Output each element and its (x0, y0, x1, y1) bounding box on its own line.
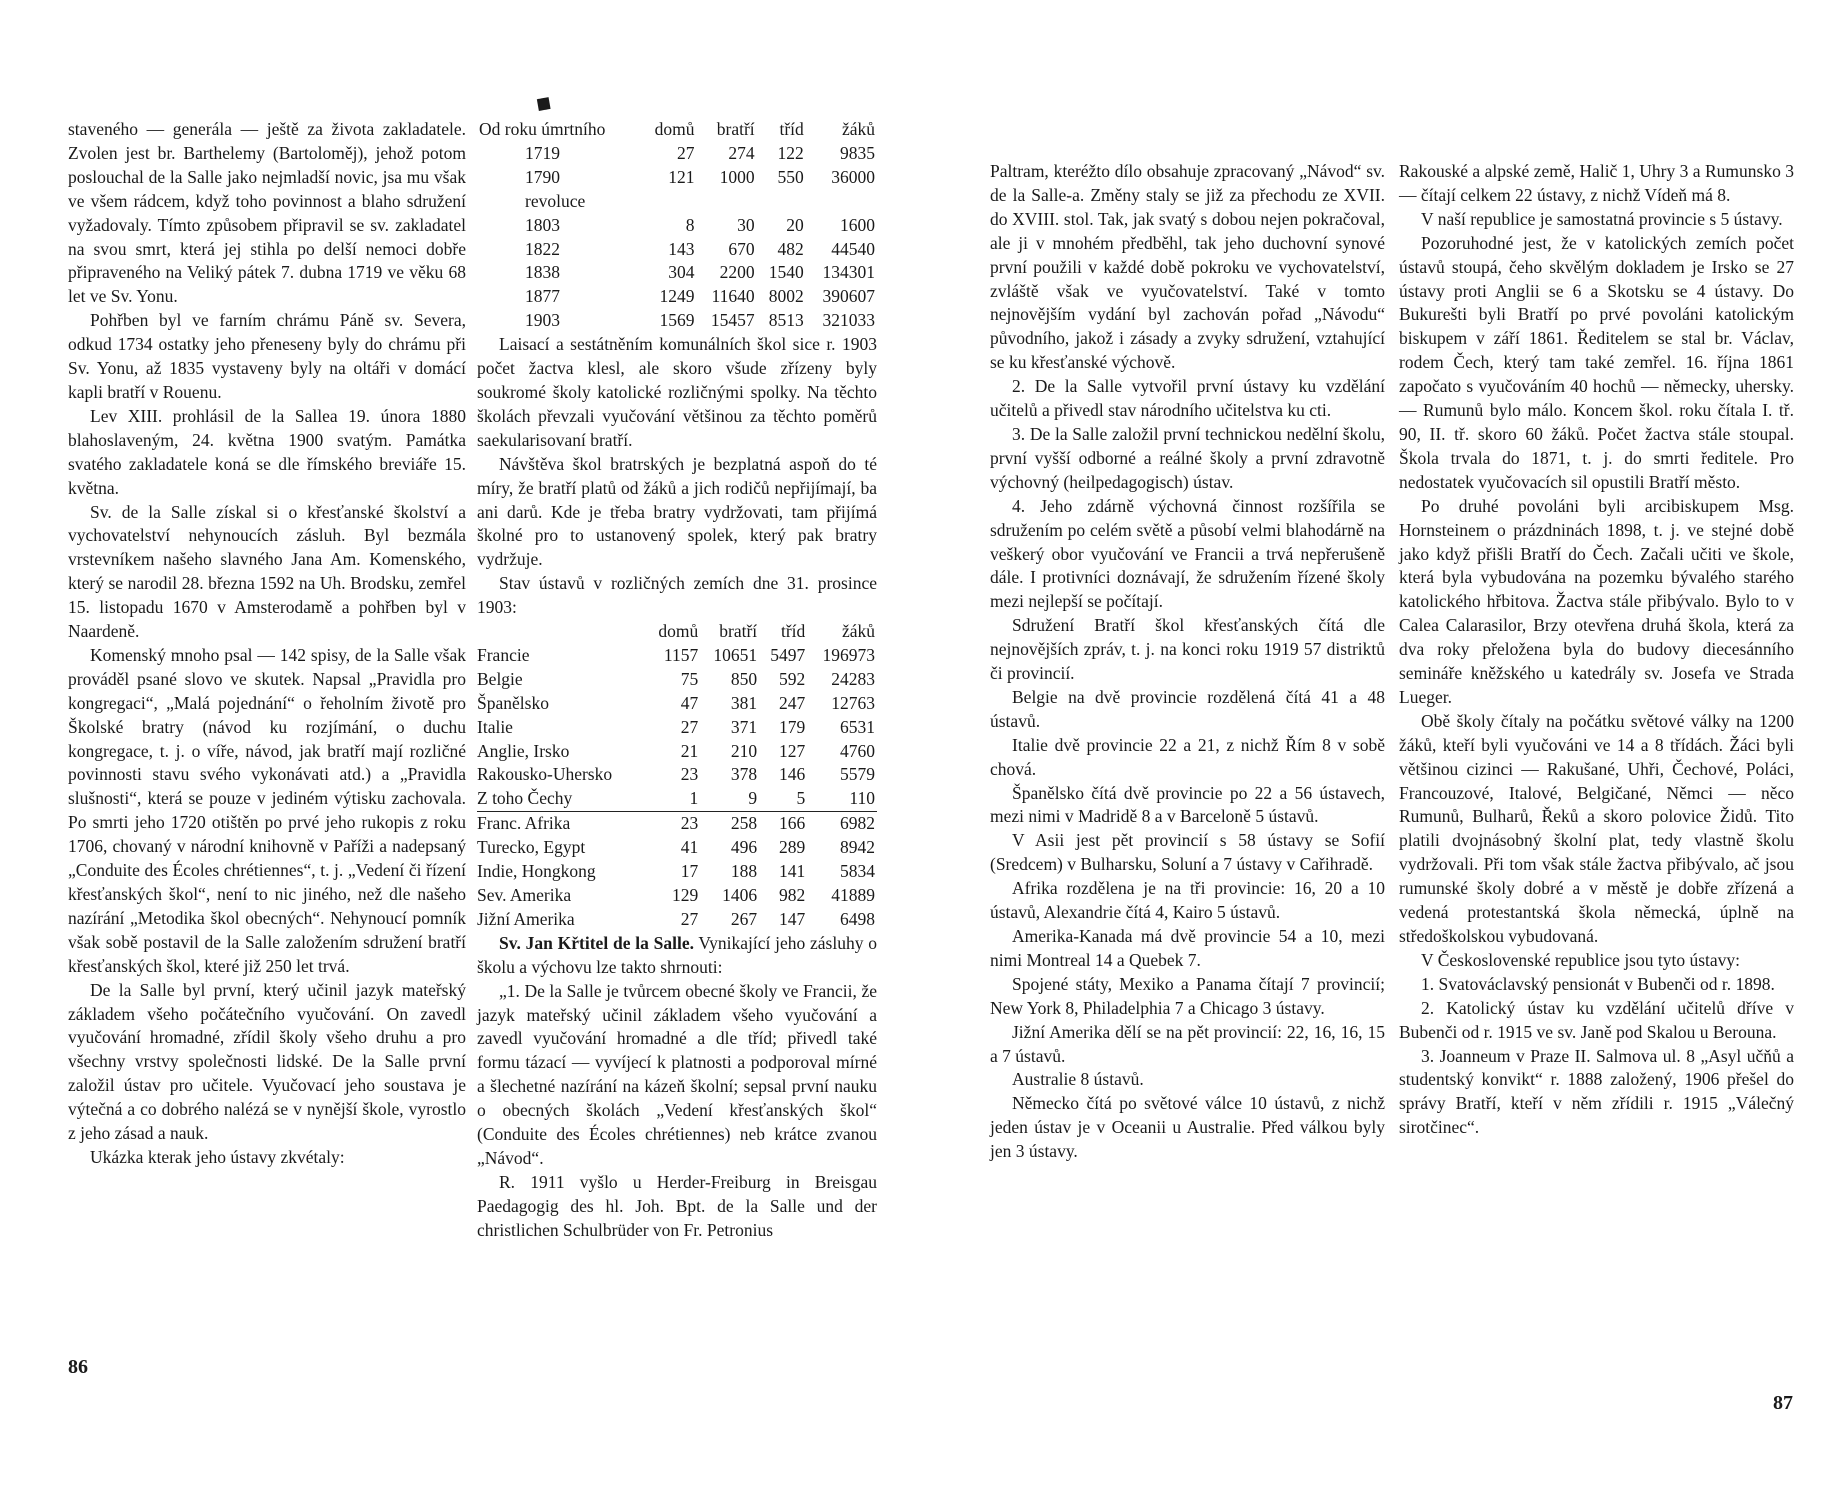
table-cell: 17 (680, 861, 699, 882)
table-cell: 1406 (722, 885, 758, 905)
paragraph: Australie 8 ústavů. (1012, 1069, 1144, 1090)
table-row-label: 1822 (525, 238, 560, 259)
table-row (477, 763, 877, 787)
paragraph: Lev XIII. prohlásil de la Sallea 19. února 1880 blahoslaveným, 24. května 1900 svatým. Památka svatého zakladatele koná se dle římského breviáře 15. května. (68, 405, 466, 498)
table-cell: 982 (779, 885, 806, 905)
table-cell: 129 (672, 885, 699, 905)
table-row-label: Turecko, Egypt (477, 837, 586, 858)
table-cell: 5497 (770, 644, 806, 665)
paragraph: Komenský mnoho psal — 142 spisy, de la Salle však prováděl psané slovo ve skutek. Napsal „Pravidla pro kongregaci“, „Malá pojednání“ o řeholním životě pro Školské bratry (návod ku rozjímání, o duchu kongregace, t. j. o víře, návod, jak bratří mají rozličné povinnosti stavu svého vykonávati atd.) a „Pravidla slušnosti“, která se pouze v jediném výtisku zachovala. Po smrti jeho 1720 otištěn po prvé jeho rukopis z roku 1706, chovaný v národní knihovně v Paříži a nadepsaný „Conduite des Écoles chrétiennes“, t. j. „Vedení či řízení křesťanských škol“, není to nic jiného, než dle našeho nazírání „Metodika škol obecných“. Nehynoucí pomník však sobě postavil de la Salle založením sdružení bratří křesťanských škol, které již 250 let trvá. (68, 644, 466, 976)
table-cell: 15457 (710, 310, 755, 331)
table-cell: 30 (737, 214, 755, 235)
table-body (477, 644, 877, 932)
table-cell: 141 (779, 861, 806, 882)
table-row (477, 908, 877, 932)
table-header: žáků (841, 621, 875, 642)
table-cell: 179 (779, 716, 806, 737)
table-cell: 1000 (719, 166, 755, 187)
paragraph: 2. Katolický ústav ku vzdělání učitelů dříve v Bubenči od r. 1915 ve sv. Janě pod Skalou u Berouna. (1399, 997, 1794, 1042)
growth-table (477, 118, 877, 333)
table-cell: 11640 (711, 286, 755, 307)
table-row-label: Anglie, Irsko (477, 740, 570, 761)
table-cell: 146 (779, 764, 806, 785)
table-row-label: Indie, Hongkong (477, 861, 596, 882)
right-page-column-1 (990, 160, 1385, 1164)
paragraph: Návštěva škol bratrských je bezplatná aspoň do té míry, že bratří platů od žáků a jich rodičů nepřijímají, ba ani darů. Kde je třeba bratry vydržovati, tam přijímá školné pro to ustanovený spolek, který pak bratry vydržuje. (477, 453, 877, 570)
table-cell: 75 (680, 668, 699, 689)
paragraph: 2. De la Salle vytvořil první ústavy ku vzdělání učitelů a přivedl stav národního učitelstva ku cti. (990, 376, 1385, 421)
table-cell: 44540 (831, 238, 875, 259)
table-cell: 27 (680, 908, 699, 929)
paragraph: Pohřben byl ve farním chrámu Páně sv. Severa, odkud 1734 ostatky jeho přeneseny byly do chrámu při Sv. Yonu, až 1835 vystaveny byly na oltáři v domácí kapli bratří v Rouenu. (68, 310, 466, 402)
table-cell (757, 190, 806, 214)
table-row (477, 285, 877, 309)
table-row-label: Franc. Afrika (477, 812, 646, 836)
table-cell: 258 (700, 812, 759, 836)
table-cell: 267 (730, 908, 758, 929)
table-cell: 5834 (840, 861, 875, 882)
table-cell: 21 (680, 740, 699, 761)
table-row (477, 261, 877, 285)
table-cell: 20 (786, 214, 804, 235)
paragraph: Rakouské a alpské země, Halič 1, Uhry 3 a Rumunsko 3 — čítají celkem 22 ústavy, z nichž Vídeň má 8. (1399, 161, 1794, 205)
paragraph: Spojené státy, Mexiko a Panama čítají 7 provincií; New York 8, Philadelphia 7 a Chicago 3 ústavy. (990, 973, 1385, 1018)
paragraph: 4. Jeho zdárně výchovná činnost rozšířila se sdružením po celém světě a působí velmi blahodárně na veškerý obor vyučování ve Francii a trvá nepřerušeně dále. I protivníci doznávají, že sdružením řízené školy mezi nejlepší se počítají. (990, 495, 1385, 612)
paragraph: „1. De la Salle je tvůrcem obecné školy ve Francii, že jazyk mateřský učinil základem všeho vyučování a zavedl vyučování hromadné a dle tříd; přivedl také formu tázací — vyvíjecí k platnosti a podporoval mírné a šlechetné nazírání na kázeň školní; sepsal první nauku o obecných školách „Vedení křesťanských škol“ (Conduite des Écoles chrétiennes) neb krátce zvanou „Návod“. (477, 980, 877, 1168)
paragraph: Stav ústavů v rozličných zemích dne 31. prosince 1903: (477, 573, 877, 618)
table-cell: 321033 (822, 310, 875, 331)
table-cell (806, 190, 877, 214)
table-cell: 122 (777, 142, 804, 163)
paragraph: V naší republice je samostatná provincie s 5 ústavy. (1421, 208, 1783, 229)
table-cell: 274 (728, 142, 755, 163)
paragraph: Německo čítá po světové válce 10 ústavů, z nichž jeden ústav je v Oceanii u Australie. Před válkou byly jen 3 ústavy. (990, 1093, 1385, 1162)
table-cell: 289 (779, 837, 806, 858)
paragraph: staveného — generála — ještě za života zakladatele. Zvolen jest br. Barthelemy (Bartoloměj), jehož potom poslouchal de la Salle jako nejmladší novic, jsa mu však ve všem rádcem, když toho povinnost a blaho sdružení vyžadovaly. Tímto způsobem připravil se sv. zakladatel na svou smrt, která jej stihla po delší nemoci dobře připraveného na Veliký pátek 7. dubna 1719 ve věku 68 let ve Sv. Yonu. (68, 119, 466, 307)
table-cell: 8942 (840, 837, 875, 858)
table-cell: 9 (748, 788, 758, 809)
paragraph: Afrika rozdělena je na tři provincie: 16, 20 a 10 ústavů, Alexandrie čítá 4, Kairo 5 ústavů. (990, 878, 1385, 923)
table-cell: 378 (730, 764, 758, 785)
table-cell: 8 (685, 214, 695, 235)
table-row (477, 142, 877, 166)
paragraph: Pozoruhodné jest, že v katolických zemích počet ústavů stoupá, čeho skvělým dokladem je Irsko se 27 ústavy proti Anglii se 6 a Skotsku se 4 ústavy. Do Bukurešti byli Bratří po prvé povoláni katolickým biskupem v září 1861. Ředitelem se stal br. Václav, rodem Čech, který tam také zemřel. 16. října 1861 započato s vyučováním 40 hochů — německy, uhersky. — Rumunů bylo málo. Koncem škol. roku čítala I. tř. 90, II. tř. skoro 60 žáků. Počet žactva stále stoupal. Škola trvala do 1871, t. j. do smrti ředitele. Pro nedostatek vyučovacích sil opustili Bratří město. (1399, 232, 1794, 492)
table-row-label: 1903 (525, 310, 560, 331)
table-header: Od roku úmrtního (479, 119, 606, 139)
table-header: domů (654, 119, 695, 139)
paragraph: Laisací a sestátněním komunálních škol sice r. 1903 počet žactva klesl, ale skoro všude zřízeny byly soukromé školy katolické rozličnými spolky. Na těchto školách převzali vyučování většinou za těchto poměrů saekularisovaní bratří. (477, 334, 877, 450)
paragraph: Jižní Amerika dělí se na pět provincií: 22, 16, 16, 15 a 7 ústavů. (990, 1021, 1385, 1066)
table-body (477, 142, 877, 333)
table-cell: 110 (849, 788, 875, 809)
table-cell: 12763 (831, 692, 875, 713)
table-cell: 371 (730, 716, 758, 737)
table-row-label: revoluce (525, 190, 586, 211)
table-cell: 10651 (713, 644, 758, 665)
table-cell: 41889 (831, 885, 875, 905)
table-cell: 121 (668, 166, 695, 187)
table-row-label: Španělsko (477, 692, 549, 713)
table-header: žáků (841, 119, 875, 139)
table-cell: 304 (668, 262, 695, 283)
table-cell: 850 (730, 668, 758, 689)
table-cell: 27 (680, 716, 699, 737)
table-cell: 24283 (831, 668, 875, 689)
table-cell: 47 (680, 692, 699, 713)
table-row-label: 1838 (525, 262, 560, 283)
right-page-column-2 (1399, 160, 1794, 1140)
table-row-label: Belgie (477, 668, 523, 689)
table-row (477, 692, 877, 716)
table-cell: 196973 (822, 644, 875, 665)
table-cell: 1249 (659, 286, 695, 307)
table-row (477, 190, 877, 214)
paragraph: Sv. de la Salle získal si o křesťanské školství a vychovatelství nehynoucích zásluh. Byl bezmála vrstevníkem našeho slavného Jana Am. Komenského, který se narodil 28. března 1592 na Uh. Brodsku, zemřel 15. listopadu 1670 v Amsterodamě a pohřben byl v Naardeně. (68, 501, 466, 642)
paragraph (477, 932, 877, 980)
table-cell: 6498 (840, 908, 875, 929)
countries-table (477, 620, 877, 932)
table-row (477, 238, 877, 262)
table-cell: 1157 (663, 644, 699, 665)
table-cell: 23 (646, 812, 700, 836)
paragraph: Belgie na dvě provincie rozdělená čítá 41 a 48 ústavů. (990, 686, 1385, 731)
section-heading: Sv. Jan Křtitel de la Salle. (499, 932, 694, 953)
table-cell: 2200 (719, 262, 755, 283)
paragraph: 3. De la Salle založil první technickou nedělní školu, první vyšší odborné a reálné školy a první zdravotně výchovný (heilpedagogisch) ústav. (990, 423, 1385, 492)
table-cell: 1 (689, 788, 699, 809)
paragraph: Obě školy čítaly na počátku světové války na 1200 žáků, kteří byli vyučováni ve 14 a 8 třídách. Žáci byli většinou cizinci — Rakušané, Uhři, Čechové, Poláci, Francouzové, Italové, Belgičané, Němci — něco Rumunů, Bulharů, Řeků a skoro polovice Židů. Tito platili dvojnásobný školní plat, tedy vlastně školu vydržovali. Při tom však stále žactva přibývalo, ač jsou rumunské školy dobré a v městě je dobře zřízená a vedená protestantská škola německá, úplně na středoškolskou vybudovaná. (1399, 710, 1794, 946)
table-cell: 6531 (840, 716, 875, 737)
table-header-row (477, 620, 877, 644)
table-row-label: Francie (477, 644, 530, 665)
page-number: 86 (68, 1356, 88, 1378)
table-header-row (477, 118, 877, 142)
table-row (477, 644, 877, 668)
ink-blot-icon: ◆ (530, 87, 559, 118)
paragraph: Po druhé povoláni byli arcibiskupem Msg. Hornsteinem o prázdninách 1898, t. j. ve stejné době jako když přišli Bratří do Čech. Začali učiti ve škole, která byla vybudována na pozemku bývalého starého katolického hřbitova. Žactva stále přibývalo. Bylo to v Calea Calarasilor, Brzy otevřena druhá škola, která za dva roky přeložena byla do budovy diecesánního semináře kněžského u katedrály sv. Josefa ve Strada Lueger. (1399, 495, 1794, 707)
table-row-label: Z toho Čechy (477, 788, 573, 809)
left-page-column-2 (477, 118, 877, 1243)
left-page-column-1 (68, 118, 466, 1170)
paragraph: V Československé republice jsou tyto ústavy: (1421, 949, 1741, 970)
table-header: domů (658, 621, 699, 642)
table-row (477, 740, 877, 764)
table-row (477, 309, 877, 333)
table-cell: 4760 (840, 740, 875, 761)
table-cell: 36000 (831, 166, 875, 187)
paragraph: Ukázka kterak jeho ústavy zkvétaly: (90, 1146, 345, 1167)
table-cell: 188 (730, 861, 758, 882)
paragraph: R. 1911 vyšlo u Herder-Freiburg in Breisgau Paedagogig des hl. Joh. Bpt. de la Salle und der christlichen Schulbrüder von Fr. Petronius (477, 1171, 877, 1240)
table-cell: 147 (779, 908, 806, 929)
table-row (477, 668, 877, 692)
table-row-label: Sev. Amerika (477, 885, 572, 905)
table-row (477, 836, 877, 860)
table-cell: 247 (779, 692, 806, 713)
table-row-label: Italie (477, 716, 513, 737)
table-cell: 550 (777, 166, 804, 187)
table-row-label: Rakousko-Uhersko (477, 764, 613, 785)
table-row-label: 1790 (525, 166, 560, 187)
table-cell: 143 (668, 238, 695, 259)
table-cell: 592 (779, 668, 806, 689)
table-cell: 23 (680, 764, 699, 785)
table-cell: 381 (730, 692, 758, 713)
table-cell: 1569 (659, 310, 695, 331)
table-cell: 8513 (768, 310, 804, 331)
paragraph: Italie dvě provincie 22 a 21, z nichž Řím 8 v sobě chová. (990, 734, 1385, 779)
table-row (477, 787, 877, 811)
table-cell (697, 190, 757, 214)
paragraph: 3. Joanneum v Praze II. Salmova ul. 8 „Asyl učňů a studentský konvikt“ r. 1888 založený, 1906 přešel do správy Bratří, kteří v něm zřídili r. 1915 „Válečný sirotčinec“. (1399, 1045, 1794, 1138)
table-cell (641, 190, 696, 214)
table-header: tříd (780, 621, 806, 642)
table-row-label: Jižní Amerika (477, 908, 575, 929)
table-cell: 41 (680, 837, 699, 858)
table-cell: 390607 (822, 286, 875, 307)
table-row-label: 1719 (525, 142, 560, 163)
table-cell: 210 (730, 740, 758, 761)
table-row (477, 166, 877, 190)
table-header: bratří (719, 621, 758, 642)
table-cell: 9835 (840, 142, 875, 163)
table-cell: 5579 (840, 764, 875, 785)
paragraph: Amerika-Kanada má dvě provincie 54 a 10, mezi nimi Montreal 14 a Quebek 7. (990, 926, 1385, 970)
paragraph: Paltram, kteréžto dílo obsahuje zpracovaný „Návod“ sv. de la Salle-a. Změny staly se již za přechodu ze XVII. do XVIII. stol. Tak, jak svatý s dobou nejen pokračoval, ale ji v mnohém předběhl, tak jeho duchovní synové první použili v každé době pokroku ve vychovatelství, zvláště však ve vyučovatelství. Také v tomto nejnovějším vydání byl zachován pořad „Návodu“ původního, jakož i zásady a zvyky sdružení, vztahující se ku křesťanské výchově. (990, 161, 1385, 373)
table-cell: 166 (759, 812, 807, 836)
table-cell: 8002 (768, 286, 804, 307)
table-row (477, 214, 877, 238)
table-header (477, 620, 646, 644)
table-row (477, 812, 877, 836)
table-header: tříd (779, 119, 804, 139)
table-cell: 482 (777, 238, 804, 259)
table-cell: 1600 (840, 214, 875, 235)
table-cell: 496 (730, 837, 758, 858)
table-row-label: 1877 (525, 286, 560, 307)
table-cell: 6982 (807, 812, 877, 836)
table-cell: 134301 (822, 262, 875, 283)
table-row (477, 716, 877, 740)
table-row (477, 860, 877, 884)
paragraph-text: Vynikající jeho zásluhy o školu a výchovu lze takto shrnouti: (477, 932, 877, 977)
paragraph: Sdružení Bratří škol křesťanských čítá dle nejnovějších zpráv, t. j. na konci roku 1919 57 distriktů či provincií. (990, 615, 1385, 684)
paragraph: De la Salle byl první, který učinil jazyk mateřský základem všeho počátečního vyučování. On zavedl vyučování hromadné, zřídil školy všeho druhu a pro všechny vrstvy společnosti lidské. De la Salle první založil ústav pro učitele. Vyučovací jeho soustava je výtečná a co dobrého nalézá se v nynější škole, vyrostlo z jeho zásad a nauk. (68, 979, 466, 1144)
table-cell: 27 (677, 142, 695, 163)
table-cell: 5 (796, 788, 806, 809)
table-cell: 670 (728, 238, 755, 259)
page-number: 87 (1773, 1392, 1793, 1414)
table-row-label: 1803 (525, 214, 560, 235)
paragraph: V Asii jest pět provincií s 58 ústavy se Sofií (Sredcem) v Bulharsku, Soluní a 7 ústavy v Cařihradě. (990, 830, 1385, 875)
paragraph: 1. Svatováclavský pensionát v Bubenči od r. 1898. (1421, 973, 1775, 994)
paragraph: Španělsko čítá dvě provincie po 22 a 56 ústavech, mezi nimi v Madridě 8 a v Barceloně 5 ústavů. (990, 782, 1385, 827)
table-row (477, 884, 877, 908)
table-cell: 127 (779, 740, 806, 761)
table-header: bratří (716, 119, 755, 139)
table-cell: 1540 (768, 262, 804, 283)
